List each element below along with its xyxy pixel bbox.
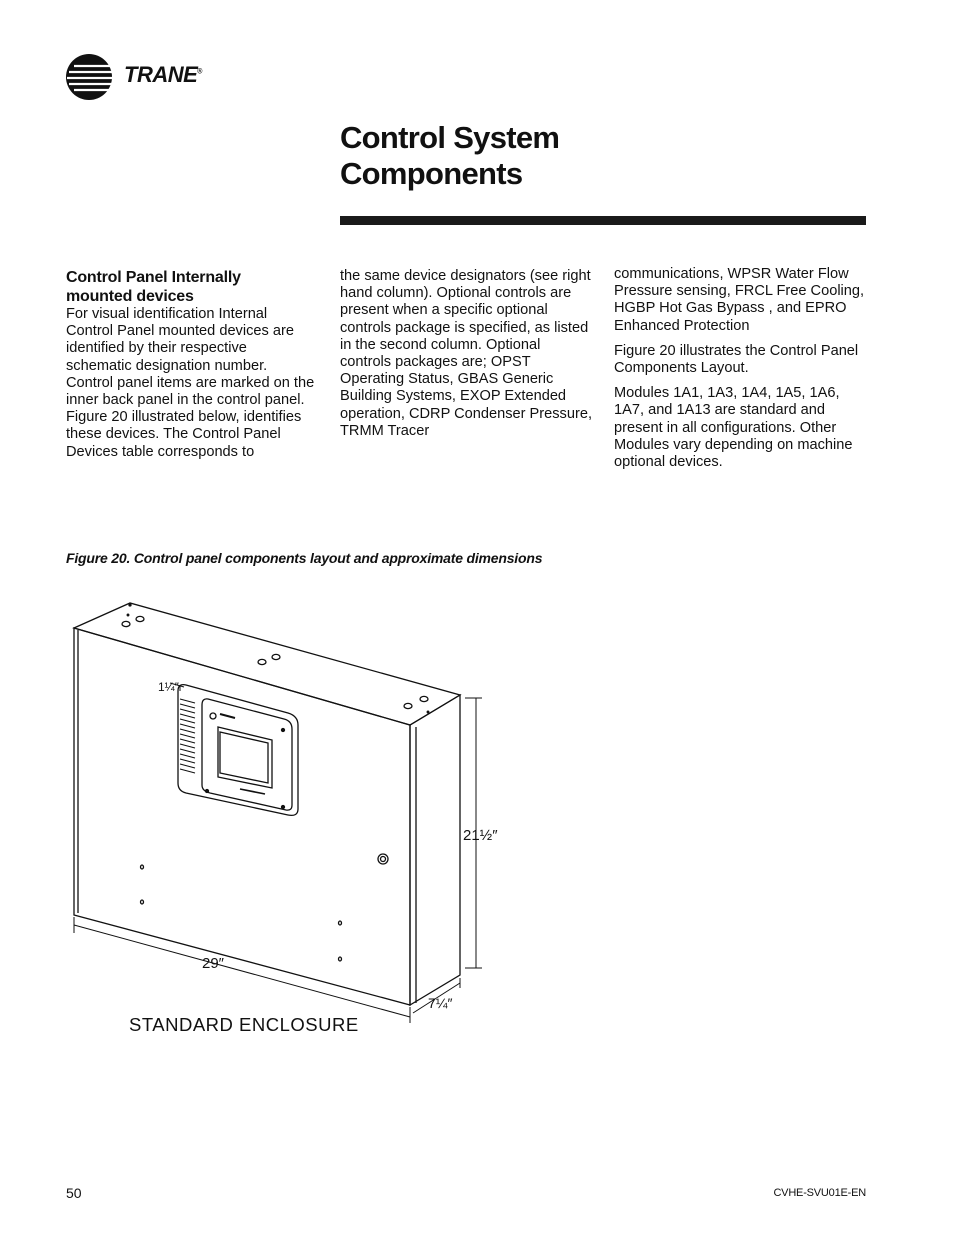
col3-paragraph-3: Modules 1A1, 1A3, 1A4, 1A5, 1A6, 1A7, and 1A13 are standard and present in all configurations. Other Modules vary depending on machine optional devices. <box>614 385 853 471</box>
text-column-3 <box>614 266 872 479</box>
col3-paragraph-1: communications, WPSR Water Flow Pressure sensing, FRCL Free Cooling, HGBP Hot Gas Bypass , and EPRO Enhanced Protection <box>614 266 865 334</box>
enclosure-drawing <box>60 595 530 1045</box>
dim-height-label: 21½″ <box>463 827 498 844</box>
dim-depth-label: 7¼″ <box>428 995 453 1011</box>
document-id: CVHE-SVU01E-EN <box>773 1187 866 1199</box>
enclosure-front-face <box>74 628 410 1005</box>
page-title-line1: Control System <box>340 120 560 155</box>
col2-paragraph: the same device designators (see right hand column). Optional controls are present when a specific optional controls package is specified, as listed in the second column. Optional controls packages are; OPST Operating Status, GBAS Generic Building Systems, EXOP Extended operation, CDRP Condenser Pressure, TRMM Tracer <box>340 268 593 439</box>
title-rule <box>340 216 866 225</box>
col3-paragraph-2: Figure 20 illustrates the Control Panel Components Layout. <box>614 342 859 377</box>
col1-paragraph: For visual identification Internal Control Panel mounted devices are identified by their respective schematic designation number. Control panel items are marked on the inner back panel in the control panel. Figure 20 illustrated below, identifies these devices. The Control Panel Devices table corresponds to <box>66 306 315 460</box>
dim-offset-label: 1¼″ <box>158 680 179 694</box>
text-column-1 <box>66 268 316 469</box>
enclosure-label: STANDARD ENCLOSURE <box>129 1014 359 1035</box>
figure-caption: Figure 20. Control panel components layout and approximate dimensions <box>66 550 543 566</box>
page-title-line2: Components <box>340 156 523 191</box>
enclosure-side-face <box>410 695 460 1005</box>
dim-width-label: 29″ <box>202 955 224 972</box>
section-heading-line1: Control Panel Internally <box>66 269 241 286</box>
brand-name: TRANE® <box>124 62 202 87</box>
page-number: 50 <box>66 1185 82 1201</box>
section-heading-line2: mounted devices <box>66 288 194 305</box>
page-title <box>340 120 740 192</box>
text-column-2 <box>340 268 595 448</box>
display-module <box>178 685 298 816</box>
vent-louvers <box>180 699 195 773</box>
section-heading <box>66 268 316 306</box>
lock-icon <box>378 854 388 864</box>
